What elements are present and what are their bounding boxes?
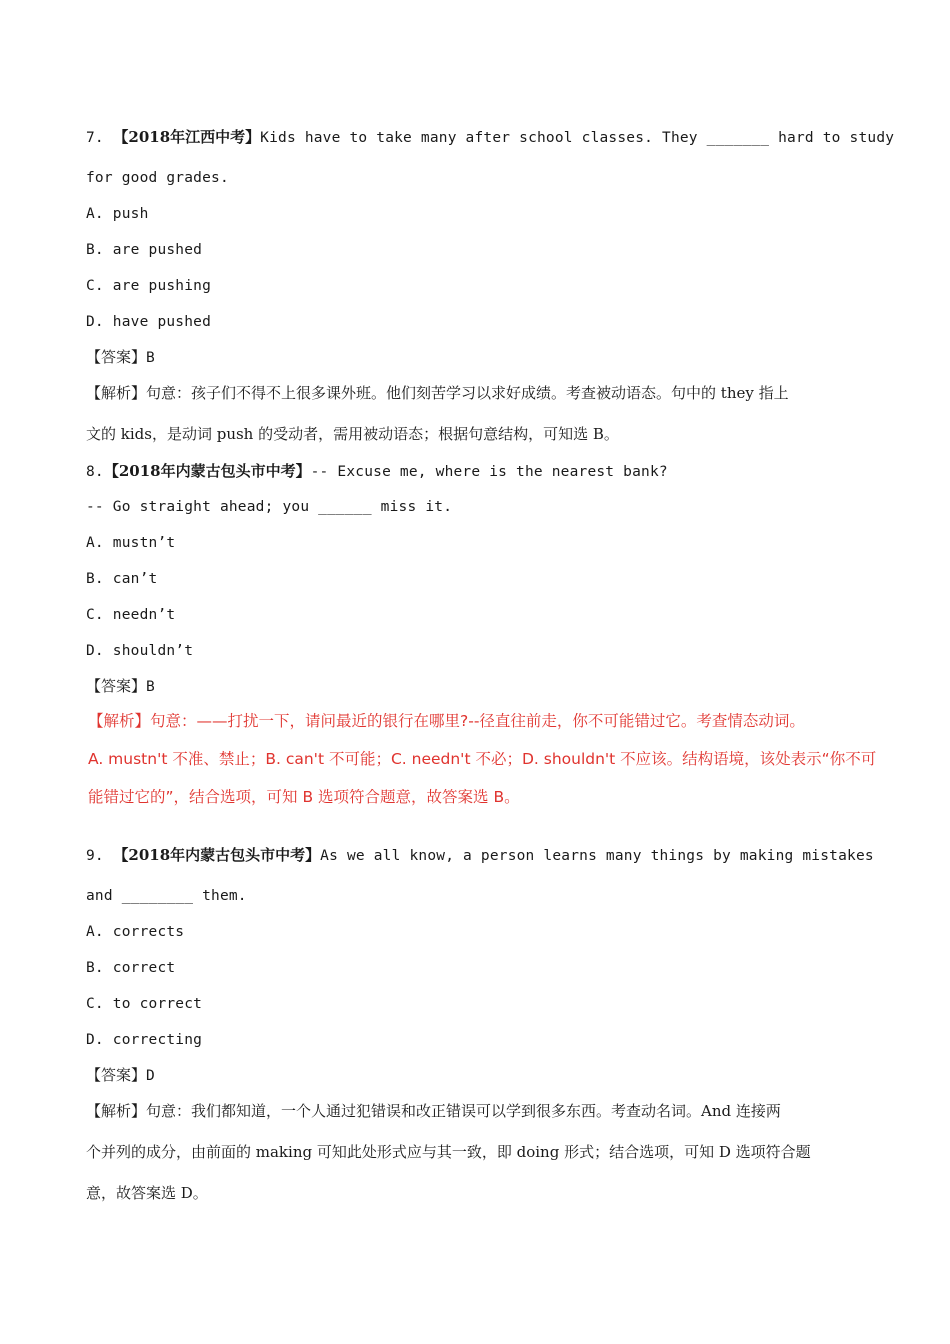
q7-answer: [86, 347, 155, 368]
q9-analysis-label: 【解析】: [86, 1102, 147, 1120]
q9-stem-text: As we all know, a person learns many things by making mistakes: [320, 848, 874, 864]
q7-analysis-text1: 句意：孩子们不得不上很多课外班。他们刻苦学习以求好成绩。考查被动语态。句中的 they 指上: [146, 384, 789, 402]
q9-source: 【2018年内蒙古包头市中考】: [113, 846, 321, 864]
q8-stem-line2: -- Go straight ahead; you ______ miss it.: [86, 499, 453, 515]
q8-analysis-label: 【解析】: [88, 712, 151, 730]
q7-stem-line1: [86, 127, 894, 148]
q9-option-a: A. corrects: [86, 924, 185, 940]
q9-analysis-line2: 个并列的成分，由前面的 making 可知此处形式应与其一致，即 doing 形式；结合选项，可知 D 选项符合题: [86, 1143, 811, 1161]
q7-option-b: B. are pushed: [86, 242, 203, 258]
q8-stem-line1: [86, 461, 668, 482]
q7-option-c: C. are pushing: [86, 278, 212, 294]
q8-analysis-line1: [88, 711, 805, 731]
q7-analysis-line2: 文的 kids，是动词 push 的受动者，需用被动语态；根据句意结构，可知选 B。: [86, 425, 619, 443]
q9-option-d: D. correcting: [86, 1032, 203, 1048]
q9-analysis-line3: 意，故答案选 D。: [86, 1184, 208, 1202]
q7-option-a: A. push: [86, 206, 149, 222]
q7-analysis-label: 【解析】: [86, 384, 147, 402]
q9-stem-line1: [86, 845, 874, 866]
q8-option-c: C. needn’t: [86, 607, 176, 623]
q9-option-c: C. to correct: [86, 996, 203, 1012]
q8-option-b: B. can’t: [86, 571, 158, 587]
q7-stem-line2: for good grades.: [86, 170, 229, 186]
q7-source: 【2018年江西中考】: [113, 128, 261, 146]
q8-analysis-line2: A. mustn't 不准、禁止；B. can't 不可能；C. needn't 不必；D. shouldn't 不应该。结构语境，该处表示“你不可: [88, 750, 877, 768]
q7-analysis-line1: [86, 383, 789, 403]
q8-answer: [86, 676, 155, 697]
q8-source: 【2018年内蒙古包头市中考】: [103, 462, 311, 480]
q9-number: 9.: [86, 848, 104, 864]
q8-option-d: D. shouldn’t: [86, 643, 194, 659]
q8-answer-label: 【答案】: [86, 677, 147, 695]
q7-answer-label: 【答案】: [86, 348, 147, 366]
q9-analysis-line1: [86, 1101, 781, 1121]
q8-number: 8.: [86, 464, 104, 480]
q8-answer-value: B: [146, 679, 155, 695]
q7-stem-text: Kids have to take many after school classes. They _______ hard to study: [260, 130, 895, 146]
q8-stem-text: -- Excuse me, where is the nearest bank?: [310, 464, 668, 480]
q8-option-a: A. mustn’t: [86, 535, 176, 551]
q8-analysis-text1: 句意：——打扰一下，请问最近的银行在哪里?--径直往前走，你不可能错过它。考查情态动词。: [150, 712, 805, 730]
q9-analysis-text1: 句意：我们都知道，一个人通过犯错误和改正错误可以学到很多东西。考查动名词。And 连接两: [146, 1102, 781, 1120]
q7-answer-value: B: [146, 350, 155, 366]
q7-option-d: D. have pushed: [86, 314, 212, 330]
q9-answer-label: 【答案】: [86, 1066, 147, 1084]
q9-stem-line2: and ________ them.: [86, 888, 247, 904]
q7-number: 7.: [86, 130, 104, 146]
q9-answer: [86, 1065, 155, 1086]
q8-analysis-line3: 能错过它的”，结合选项，可知 B 选项符合题意，故答案选 B。: [88, 788, 520, 806]
q9-option-b: B. correct: [86, 960, 176, 976]
q9-answer-value: D: [146, 1068, 155, 1084]
